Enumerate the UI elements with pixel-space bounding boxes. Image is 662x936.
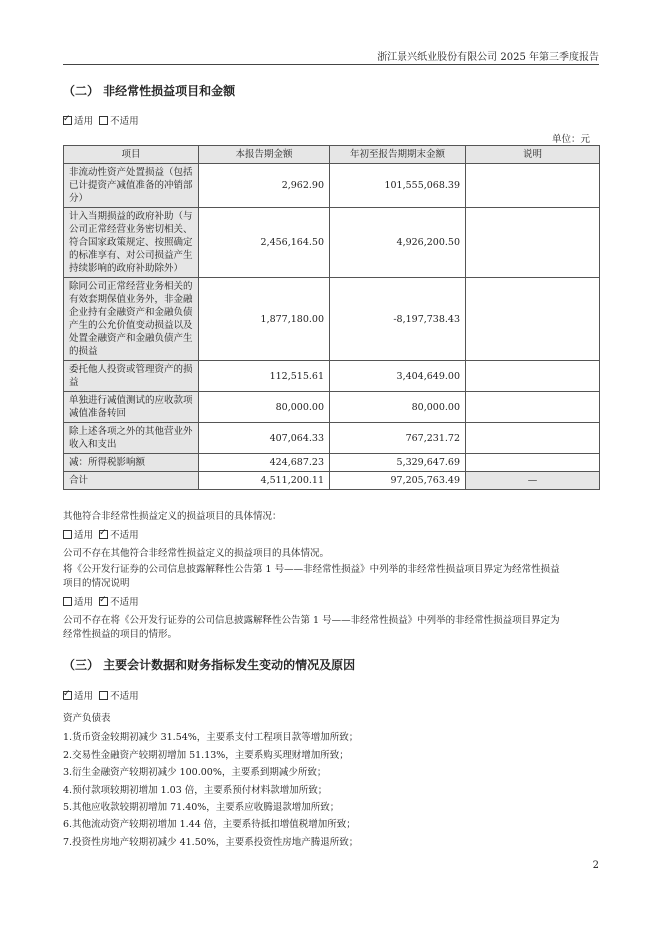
row-ytd: 767,231.72 <box>330 423 466 454</box>
applicable-label: 适用 <box>74 691 94 702</box>
table-row <box>64 208 600 278</box>
row-note <box>466 423 600 454</box>
checkbox-checked-icon <box>99 530 108 539</box>
reclass-desc-line2: 项目的情况说明 <box>63 578 130 589</box>
row-item: 除同公司正常经营业务相关的有效套期保值业务外，非金融企业持有金融资产和金融负债产生的公允价值变动损益以及处置金融资产和金融负债产生的损益 <box>64 278 199 361</box>
not-applicable-label: 不适用 <box>110 116 139 127</box>
table-row <box>64 278 600 361</box>
checkbox-empty-icon <box>99 691 108 700</box>
reclass-text-line2: 经常性损益的项目的情形。 <box>63 629 178 640</box>
section-3-applicable <box>63 688 139 702</box>
list-item: 7.投资性房地产较期初减少 41.50%，主要系投资性房地产腾退所致； <box>63 837 359 848</box>
row-period: 4,511,200.11 <box>199 472 330 490</box>
header-divider <box>63 64 599 65</box>
row-item: 合计 <box>64 472 199 490</box>
col-header-note: 说明 <box>466 146 600 164</box>
table-row <box>64 392 600 423</box>
list-item: 1.货币资金较期初减少 31.54%，主要系支付工程项目款等增加所致； <box>63 732 359 743</box>
row-ytd: 101,555,068.39 <box>330 164 466 208</box>
row-item: 非流动性资产处置损益（包括已计提资产减值准备的冲销部分） <box>64 164 199 208</box>
reclass-text-line1: 公司不存在将《公开发行证券的公司信息披露解释性公告第 1 号——非经常性损益》中列举的非经常性损益项目界定为 <box>63 615 560 626</box>
not-applicable-label: 不适用 <box>110 597 139 608</box>
balance-sheet-subheading: 资产负债表 <box>63 713 111 724</box>
row-ytd: 3,404,649.00 <box>330 361 466 392</box>
col-header-ytd: 年初至报告期期末金额 <box>330 146 466 164</box>
row-period: 2,456,164.50 <box>199 208 330 278</box>
section-3-title: （三） 主要会计数据和财务指标发生变动的情况及原因 <box>63 658 356 672</box>
non-recurring-items-table <box>63 145 600 490</box>
row-item: 除上述各项之外的其他营业外收入和支出 <box>64 423 199 454</box>
list-item: 2.交易性金融资产较期初增加 51.13%，主要系购买理财增加所致； <box>63 750 349 761</box>
table-row <box>64 423 600 454</box>
page-header: 浙江景兴纸业股份有限公司 2025 年第三季度报告 <box>377 52 599 63</box>
row-ytd: 97,205,763.49 <box>330 472 466 490</box>
list-item: 4.预付款项较期初增加 1.03 倍，主要系预付材料款增加所致； <box>63 785 328 796</box>
unit-label: 单位：元 <box>551 134 590 145</box>
reclass-applicable <box>63 594 139 608</box>
table-row-total <box>64 472 600 490</box>
applicable-label: 适用 <box>74 597 94 608</box>
list-item: 6.其他流动资产较期初增加 1.44 倍，主要系待抵扣增值税增加所致； <box>63 819 356 830</box>
row-period: 1,877,180.00 <box>199 278 330 361</box>
row-ytd: 80,000.00 <box>330 392 466 423</box>
table-row <box>64 361 600 392</box>
not-applicable-label: 不适用 <box>110 691 139 702</box>
table-row <box>64 164 600 208</box>
row-period: 407,064.33 <box>199 423 330 454</box>
list-item: 5.其他应收款较期初增加 71.40%，主要系应收腾退款增加所致； <box>63 802 340 813</box>
row-item: 委托他人投资或管理资产的损益 <box>64 361 199 392</box>
row-item: 计入当期损益的政府补助（与公司正常经营业务密切相关、符合国家政策规定、按照确定的标准享有、对公司损益产生持续影响的政府补助除外） <box>64 208 199 278</box>
row-note: — <box>466 472 600 490</box>
checkbox-empty-icon <box>63 530 72 539</box>
row-item: 减：所得税影响额 <box>64 454 199 472</box>
checkbox-empty-icon <box>63 597 72 606</box>
checkbox-empty-icon <box>99 116 108 125</box>
row-period: 112,515.61 <box>199 361 330 392</box>
reclass-desc-line1: 将《公开发行证券的公司信息披露解释性公告第 1 号——非经常性损益》中列举的非经常性损益项目界定为经常性损益 <box>63 564 560 575</box>
applicable-label: 适用 <box>74 116 94 127</box>
not-applicable-label: 不适用 <box>110 530 139 541</box>
row-period: 2,962.90 <box>199 164 330 208</box>
checkbox-checked-icon <box>63 116 72 125</box>
checkbox-checked-icon <box>99 597 108 606</box>
other-items-applicable <box>63 527 139 541</box>
section-2-applicable <box>63 113 139 127</box>
col-header-item: 项目 <box>64 146 199 164</box>
applicable-label: 适用 <box>74 530 94 541</box>
row-note <box>466 208 600 278</box>
checkbox-checked-icon <box>63 691 72 700</box>
row-note <box>466 164 600 208</box>
row-period: 80,000.00 <box>199 392 330 423</box>
row-ytd: 4,926,200.50 <box>330 208 466 278</box>
list-item: 3.衍生金融资产较期初减少 100.00%，主要系到期减少所致； <box>63 767 327 778</box>
page-number: 2 <box>592 860 599 871</box>
section-2-title: （二） 非经常性损益项目和金额 <box>63 84 236 98</box>
row-ytd: 5,329,647.69 <box>330 454 466 472</box>
row-item: 单独进行减值测试的应收款项减值准备转回 <box>64 392 199 423</box>
row-note <box>466 361 600 392</box>
row-period: 424,687.23 <box>199 454 330 472</box>
other-items-desc: 其他符合非经常性损益定义的损益项目的具体情况： <box>63 511 282 522</box>
table-row <box>64 454 600 472</box>
row-note <box>466 278 600 361</box>
other-items-text: 公司不存在其他符合非经常性损益定义的损益项目的具体情况。 <box>63 548 330 559</box>
row-note <box>466 454 600 472</box>
col-header-period: 本报告期金额 <box>199 146 330 164</box>
row-note <box>466 392 600 423</box>
row-ytd: -8,197,738.43 <box>330 278 466 361</box>
